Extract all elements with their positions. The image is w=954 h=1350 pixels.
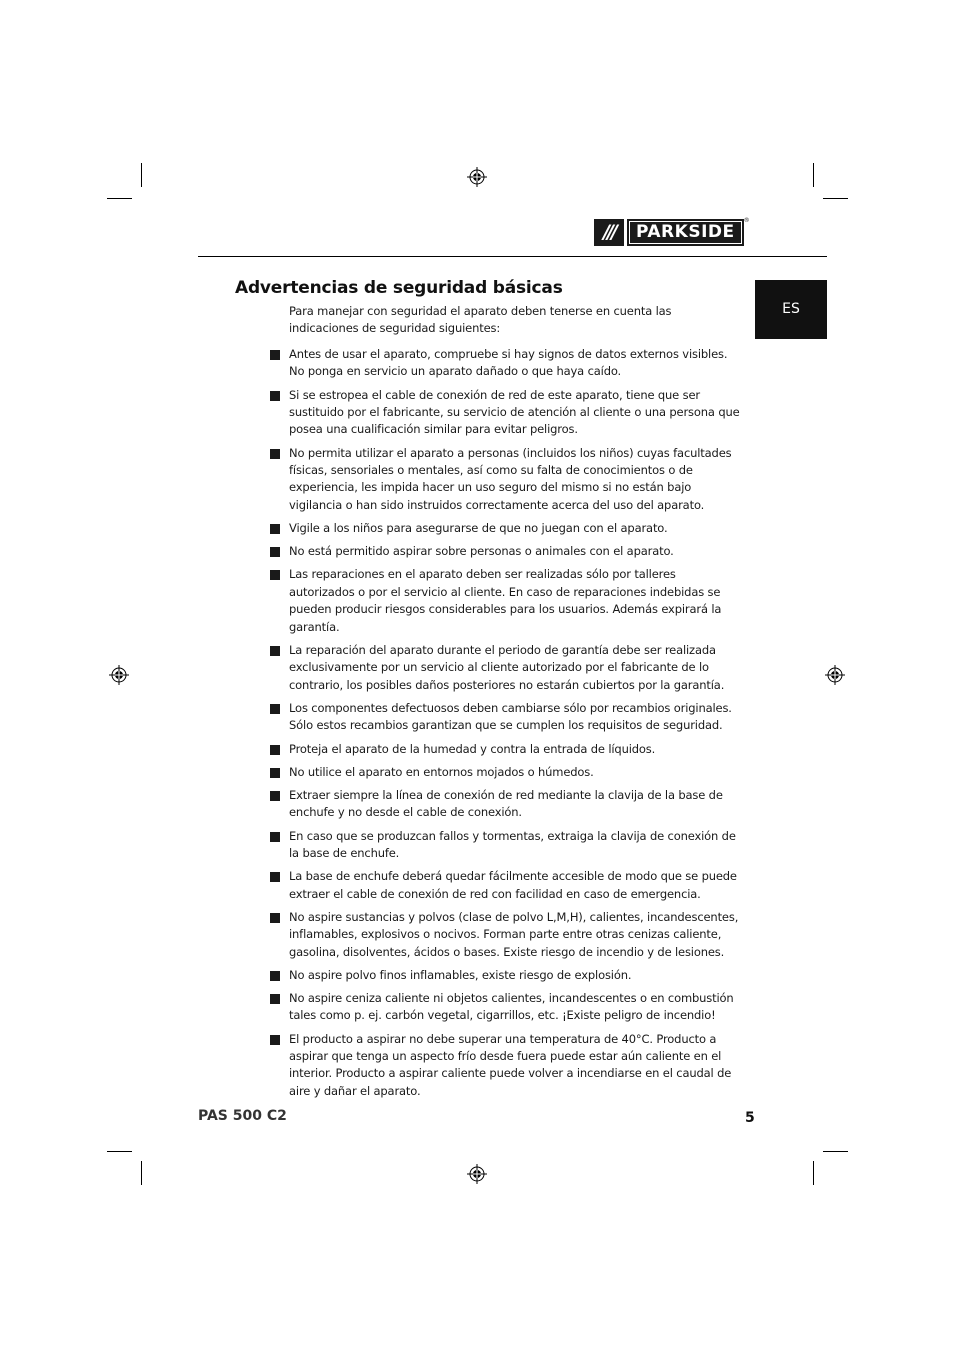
list-item-text: Vigile a los niños para asegurarse de que no juegan con el aparato. (289, 521, 668, 536)
registration-mark-icon (825, 665, 845, 685)
intro-paragraph: Para manejar con seguridad el aparato deben tenerse en cuenta las indicaciones de seguridad siguientes: (289, 304, 672, 336)
list-item (270, 445, 740, 515)
list-item-text: No está permitido aspirar sobre personas o animales con el aparato. (289, 544, 674, 559)
list-item-text: No permita utilizar el aparato a personas (incluidos los niños) cuyas facultades físicas, sensoriales o mentales, así como su falta de conocimientos o de experiencia, les impida hacer un uso seguro del mismo si no están bajo vigilancia o han sido instruidos correctamente acerca del uso del aparato. (289, 445, 732, 512)
bullet-square-icon (270, 971, 280, 981)
crop-mark (813, 163, 814, 187)
language-tab: ES (755, 280, 827, 339)
list-item-text: Los componentes defectuosos deben cambiarse sólo por recambios originales. Sólo estos recambios garantizan que se cumplen los requisitos de seguridad. (289, 700, 732, 733)
list-item-text: El producto a aspirar no debe superar una temperatura de 40°C. Producto a aspirar que tenga un aspecto frío desde fuera puede estar aún caliente en el interior. Producto a aspirar caliente puede volver a incendiarse en el caudal de aire y dañar el aparato. (289, 1031, 732, 1098)
bullet-square-icon (270, 768, 280, 778)
crop-mark (107, 198, 132, 199)
list-item-text: No aspire polvo finos inflamables, existe riesgo de explosión. (289, 967, 632, 982)
crop-mark (823, 198, 848, 199)
bullet-square-icon (270, 391, 280, 401)
crop-mark (823, 1151, 848, 1152)
registration-mark-icon (467, 167, 487, 187)
bullet-square-icon (270, 350, 280, 360)
list-item-text: Si se estropea el cable de conexión de red de este aparato, tiene que ser sustituido por el fabricante, su servicio de atención al cliente o una persona que posea una cualificación similar para evitar peligros. (289, 387, 740, 437)
list-item (270, 700, 740, 735)
bullet-square-icon (270, 745, 280, 755)
list-item (270, 764, 740, 781)
section-title: Advertencias de seguridad básicas (235, 278, 563, 298)
registration-mark-icon (467, 1164, 487, 1184)
bullet-square-icon (270, 646, 280, 656)
parkside-logo (594, 217, 750, 246)
list-item (270, 868, 740, 903)
safety-bullet-list (270, 346, 740, 1106)
bullet-square-icon (270, 524, 280, 534)
bullet-square-icon (270, 547, 280, 557)
list-item-text: No aspire sustancias y polvos (clase de polvo L,M,H), calientes, incandescentes, inflamables, explosivos o nocivos. Forman parte entre otras cenizas caliente, gasolina, disolventes, ácidos o bases. Existe riesgo de incendio y de lesiones. (289, 909, 739, 959)
list-item-text: Extraer siempre la línea de conexión de red mediante la clavija de la base de enchufe y no desde el cable de conexión. (289, 787, 723, 820)
list-item-text: No aspire ceniza caliente ni objetos calientes, incandescentes o en combustión tales como p. ej. carbón vegetal, cigarrillos, etc. ¡Existe peligro de incendio! (289, 990, 734, 1023)
list-item-text: No utilice el aparato en entornos mojados o húmedos. (289, 764, 594, 779)
footer-model-name: PAS 500 C2 (198, 1108, 287, 1124)
header-rule (198, 256, 827, 257)
list-item (270, 787, 740, 822)
list-item-text: La base de enchufe deberá quedar fácilmente accesible de modo que se puede extraer el cable de conexión de red con facilidad en caso de emergencia. (289, 869, 737, 901)
list-item (270, 828, 740, 863)
list-item (270, 967, 740, 984)
list-item (270, 346, 740, 381)
list-item-text: En caso que se produzcan fallos y tormentas, extraiga la clavija de conexión de la base de enchufe. (289, 828, 736, 860)
crop-mark (141, 1161, 142, 1185)
crop-mark (813, 1161, 814, 1185)
bullet-square-icon (270, 832, 280, 842)
logo-slashes: /// (594, 219, 624, 246)
crop-mark (141, 163, 142, 187)
list-item-text: Las reparaciones en el aparato deben ser realizadas sólo por talleres autorizados o por el servicio al cliente. En caso de reparaciones indebidas se pueden producir riesgos considerables para los usuarios. Además expirará la garantía. (289, 567, 722, 634)
list-item (270, 520, 740, 537)
bullet-square-icon (270, 994, 280, 1004)
list-item (270, 1031, 740, 1101)
logo-wordmark: PARKSIDE (629, 221, 742, 244)
footer-page-number: 5 (745, 1110, 755, 1126)
logo-registered-mark: ® (743, 217, 750, 224)
bullet-square-icon (270, 913, 280, 923)
bullet-square-icon (270, 449, 280, 459)
list-item-text: La reparación del aparato durante el periodo de garantía debe ser realizada exclusivamente por un servicio al cliente autorizado por el fabricante de lo contrario, los posibles daños posteriores no estarán cubiertos por la garantía. (289, 642, 725, 692)
list-item (270, 566, 740, 636)
crop-mark (107, 1151, 132, 1152)
list-item (270, 642, 740, 694)
logo-wordmark-box (627, 219, 744, 246)
list-item (270, 909, 740, 961)
list-item (270, 990, 740, 1025)
list-item (270, 543, 740, 560)
list-item (270, 741, 740, 758)
list-item (270, 387, 740, 439)
bullet-square-icon (270, 872, 280, 882)
bullet-square-icon (270, 1035, 280, 1045)
list-item-text: Proteja el aparato de la humedad y contra la entrada de líquidos. (289, 741, 656, 756)
registration-mark-icon (109, 665, 129, 685)
list-item-text: Antes de usar el aparato, compruebe si hay signos de datos externos visibles. No ponga en servicio un aparato dañado o que haya caído. (289, 347, 728, 379)
bullet-square-icon (270, 704, 280, 714)
bullet-square-icon (270, 791, 280, 801)
bullet-square-icon (270, 570, 280, 580)
